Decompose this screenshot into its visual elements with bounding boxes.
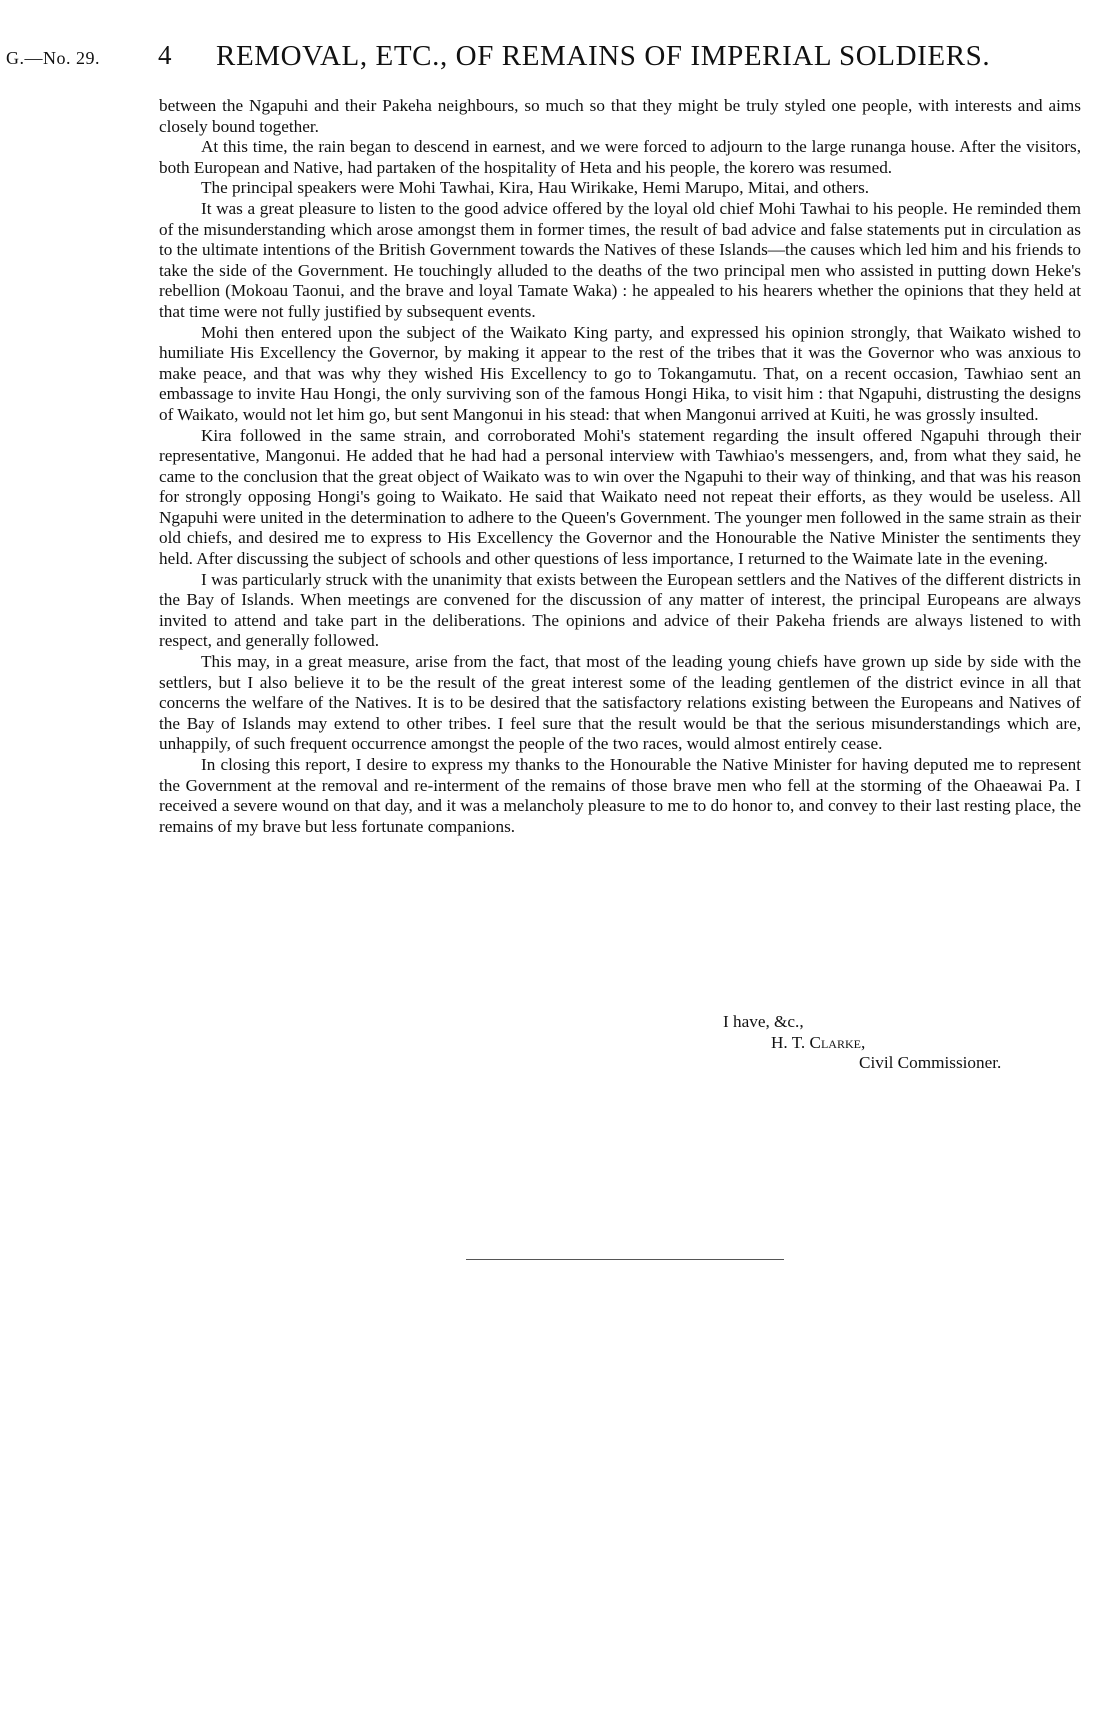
signatory-initials: H. T. [771,1032,806,1052]
page-header [6,40,1106,74]
document-reference: G.—No. 29. [6,48,100,68]
end-rule-divider [466,1259,784,1260]
signatory-name [771,1033,1081,1054]
paragraph: between the Ngapuhi and their Pakeha neighbours, so much so that they might be truly styled one people, with interests and aims closely bound together. [159,96,1081,136]
paragraph: Kira followed in the same strain, and corroborated Mohi's statement regarding the insult offered Ngapuhi through their representative, Mangonui. He added that he had had a personal interview with Tawhiao's messengers, and, from what they said, he came to the conclusion that the great object of Waikato was to win over the Ngapuhi to their way of thinking, and that was his reason for strongly opposing Hongi's going to Waikato. He said that Waikato need not repeat their efforts, as they would be useless. All Ngapuhi were united in the determination to adhere to the Queen's Government. The younger men followed in the same strain as their old chiefs, and desired me to express to His Excellency the Governor and the Honourable the Native Minister the sentiments they held. After discussing the subject of schools and other questions of less importance, I returned to the Waimate late in the evening. [159,425,1081,569]
paragraph: Mohi then entered upon the subject of the Waikato King party, and expressed his opinion strongly, that Waikato wished to humiliate His Excellency the Governor, by making it appear to the rest of the tribes that it was the Governor who was anxious to make peace, and that was why they wished His Excellency to go to Tokangamutu. That, on a recent occasion, Tawhiao sent an embassage to invite Hau Hongi, the only surviving son of the famous Hongi Hika, to visit him : that Ngapuhi, distrusting the designs of Waikato, would not let him go, but sent Mangonui in his stead: that when Mangonui arrived at Kuiti, he was grossly insulted. [159,322,1081,424]
signatory-surname: Clarke, [809,1032,866,1052]
running-title: REMOVAL, ETC., OF REMAINS OF IMPERIAL SOLDIERS. [216,40,991,72]
closing-line: I have, &c., [723,1012,804,1031]
paragraph: At this time, the rain began to descend in earnest, and we were forced to adjourn to the large runanga house. After the visitors, both European and Native, had partaken of the hospitality of Heta and his people, the korero was resumed. [159,137,1081,177]
signoff-block [159,1012,1081,1074]
paragraph: The principal speakers were Mohi Tawhai, Kira, Hau Wirikake, Hemi Marupo, Mitai, and others. [201,178,870,198]
report-body [159,96,1081,837]
paragraph: I was particularly struck with the unanimity that exists between the European settlers and the Natives of the different districts in the Bay of Islands. When meetings are convened for the discussion of any matter of interest, the principal Europeans are always invited to attend and take part in the deliberations. The opinions and advice of their Pakeha friends are always listened to with respect, and generally followed. [159,569,1081,651]
signatory-title: Civil Commissioner. [859,1053,1002,1073]
page-number: 4 [158,40,172,70]
paragraph: This may, in a great measure, arise from the fact, that most of the leading young chiefs have grown up side by side with the settlers, but I also believe it to be the result of the great interest some of the leading gentlemen of the district evince in all that concerns the welfare of the Natives. It is to be desired that the satisfactory relations existing between the Europeans and Natives of the Bay of Islands may extend to other tribes. I feel sure that the result would be that the serious misunderstandings which are, unhappily, of such frequent occurrence amongst the people of the two races, would almost entirely cease. [159,652,1081,754]
paragraph: In closing this report, I desire to express my thanks to the Honourable the Native Minister for having deputed me to represent the Government at the removal and re-interment of the remains of those brave men who fell at the storming of the Ohaeawai Pa. I received a severe wound on that day, and it was a melancholy pleasure to me to do honor to, and convey to their last resting place, the remains of my brave but less fortunate companions. [159,755,1081,836]
paragraph: It was a great pleasure to listen to the good advice offered by the loyal old chief Mohi Tawhai to his people. He reminded them of the misunderstanding which arose amongst them in former times, the result of bad advice and false statements put in circulation as to the ultimate intentions of the British Government towards the Natives of these Islands—the causes which led him and his friends to take the side of the Government. He touchingly alluded to the deaths of the two principal men who assisted in putting down Heke's rebellion (Mokoau Taonui, and the brave and loyal Tamate Waka) : he appealed to his hearers whether the opinions that they held at that time were not fully justified by subsequent events. [159,198,1081,321]
